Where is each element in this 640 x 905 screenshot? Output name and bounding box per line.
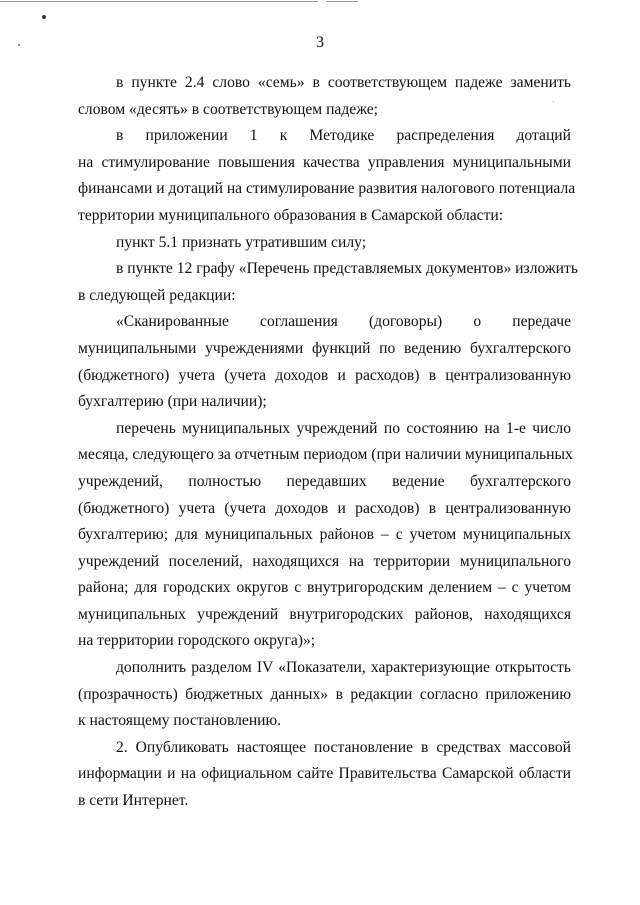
scan-artifact-line xyxy=(326,1,358,2)
text-line: «Сканированные соглашения (договоры) о передаче xyxy=(116,313,571,331)
scan-speck xyxy=(42,15,46,19)
text-line: муниципальных учреждений внутригородских районов, находящихся xyxy=(78,605,571,623)
text-line: на территории городского округа)»; xyxy=(78,632,316,650)
text-line: территории муниципального образования в Самарской области: xyxy=(78,206,504,224)
scan-artifact-line xyxy=(0,1,318,2)
text-line: в следующей редакции: xyxy=(78,286,236,304)
text-line: бухгалтерию (при наличии); xyxy=(78,393,267,411)
paragraph xyxy=(78,230,571,257)
text-line: на стимулирование повышения качества управления муниципальными xyxy=(78,153,571,171)
paragraph xyxy=(78,256,578,309)
text-line: пункт 5.1 признать утратившим силу; xyxy=(116,233,367,251)
paragraph xyxy=(78,309,571,415)
text-line: в пункте 2.4 слово «семь» в соответствующем падеже заменить xyxy=(116,74,571,91)
page-number: 3 xyxy=(316,34,324,51)
text-line: в пункте 12 графу «Перечень представляемых документов» изложить xyxy=(116,260,578,278)
paragraph xyxy=(78,123,576,229)
text-line: муниципальными учреждениями функций по ведению бухгалтерского xyxy=(78,339,571,357)
text-line: учреждений поселений, находящихся на территории муниципального xyxy=(78,552,571,570)
text-line: в приложении 1 к Методике распределения дотаций xyxy=(116,127,571,145)
text-line: (прозрачность) бюджетных данных» в редакции согласно приложению xyxy=(78,685,571,703)
text-line: (бюджетного) учета (учета доходов и расходов) в централизованную xyxy=(78,366,571,384)
text-line: финансами и дотаций на стимулирование развития налогового потенциала xyxy=(78,180,576,198)
text-line: 2. Опубликовать настоящее постановление в средствах массовой xyxy=(116,738,571,756)
text-line: района; для городских округов с внутригородским делением – с учетом xyxy=(78,579,571,597)
paragraph xyxy=(78,416,571,655)
document-body xyxy=(78,70,578,815)
text-line: бухгалтерию; для муниципальных районов – с учетом муниципальных xyxy=(78,526,571,544)
text-line: месяца, следующего за отчетным периодом (при наличии муниципальных xyxy=(78,446,573,464)
paragraph xyxy=(78,735,571,815)
text-line: перечень муниципальных учреждений по состоянию на 1-е число xyxy=(116,419,571,437)
text-line: учреждений, полностью передавших ведение бухгалтерского xyxy=(78,472,571,490)
text-line: (бюджетного) учета (учета доходов и расходов) в централизованную xyxy=(78,499,571,517)
text-line: дополнить разделом IV «Показатели, характеризующие открытость xyxy=(116,659,571,677)
text-line: к настоящему постановлению. xyxy=(78,712,282,730)
text-line: словом «десять» в соответствующем падеже; xyxy=(78,100,379,118)
paragraph xyxy=(78,655,571,735)
text-line: в сети Интернет. xyxy=(78,792,189,810)
text-line: информации и на официальном сайте Правительства Самарской области xyxy=(78,765,571,783)
paragraph xyxy=(78,70,571,123)
